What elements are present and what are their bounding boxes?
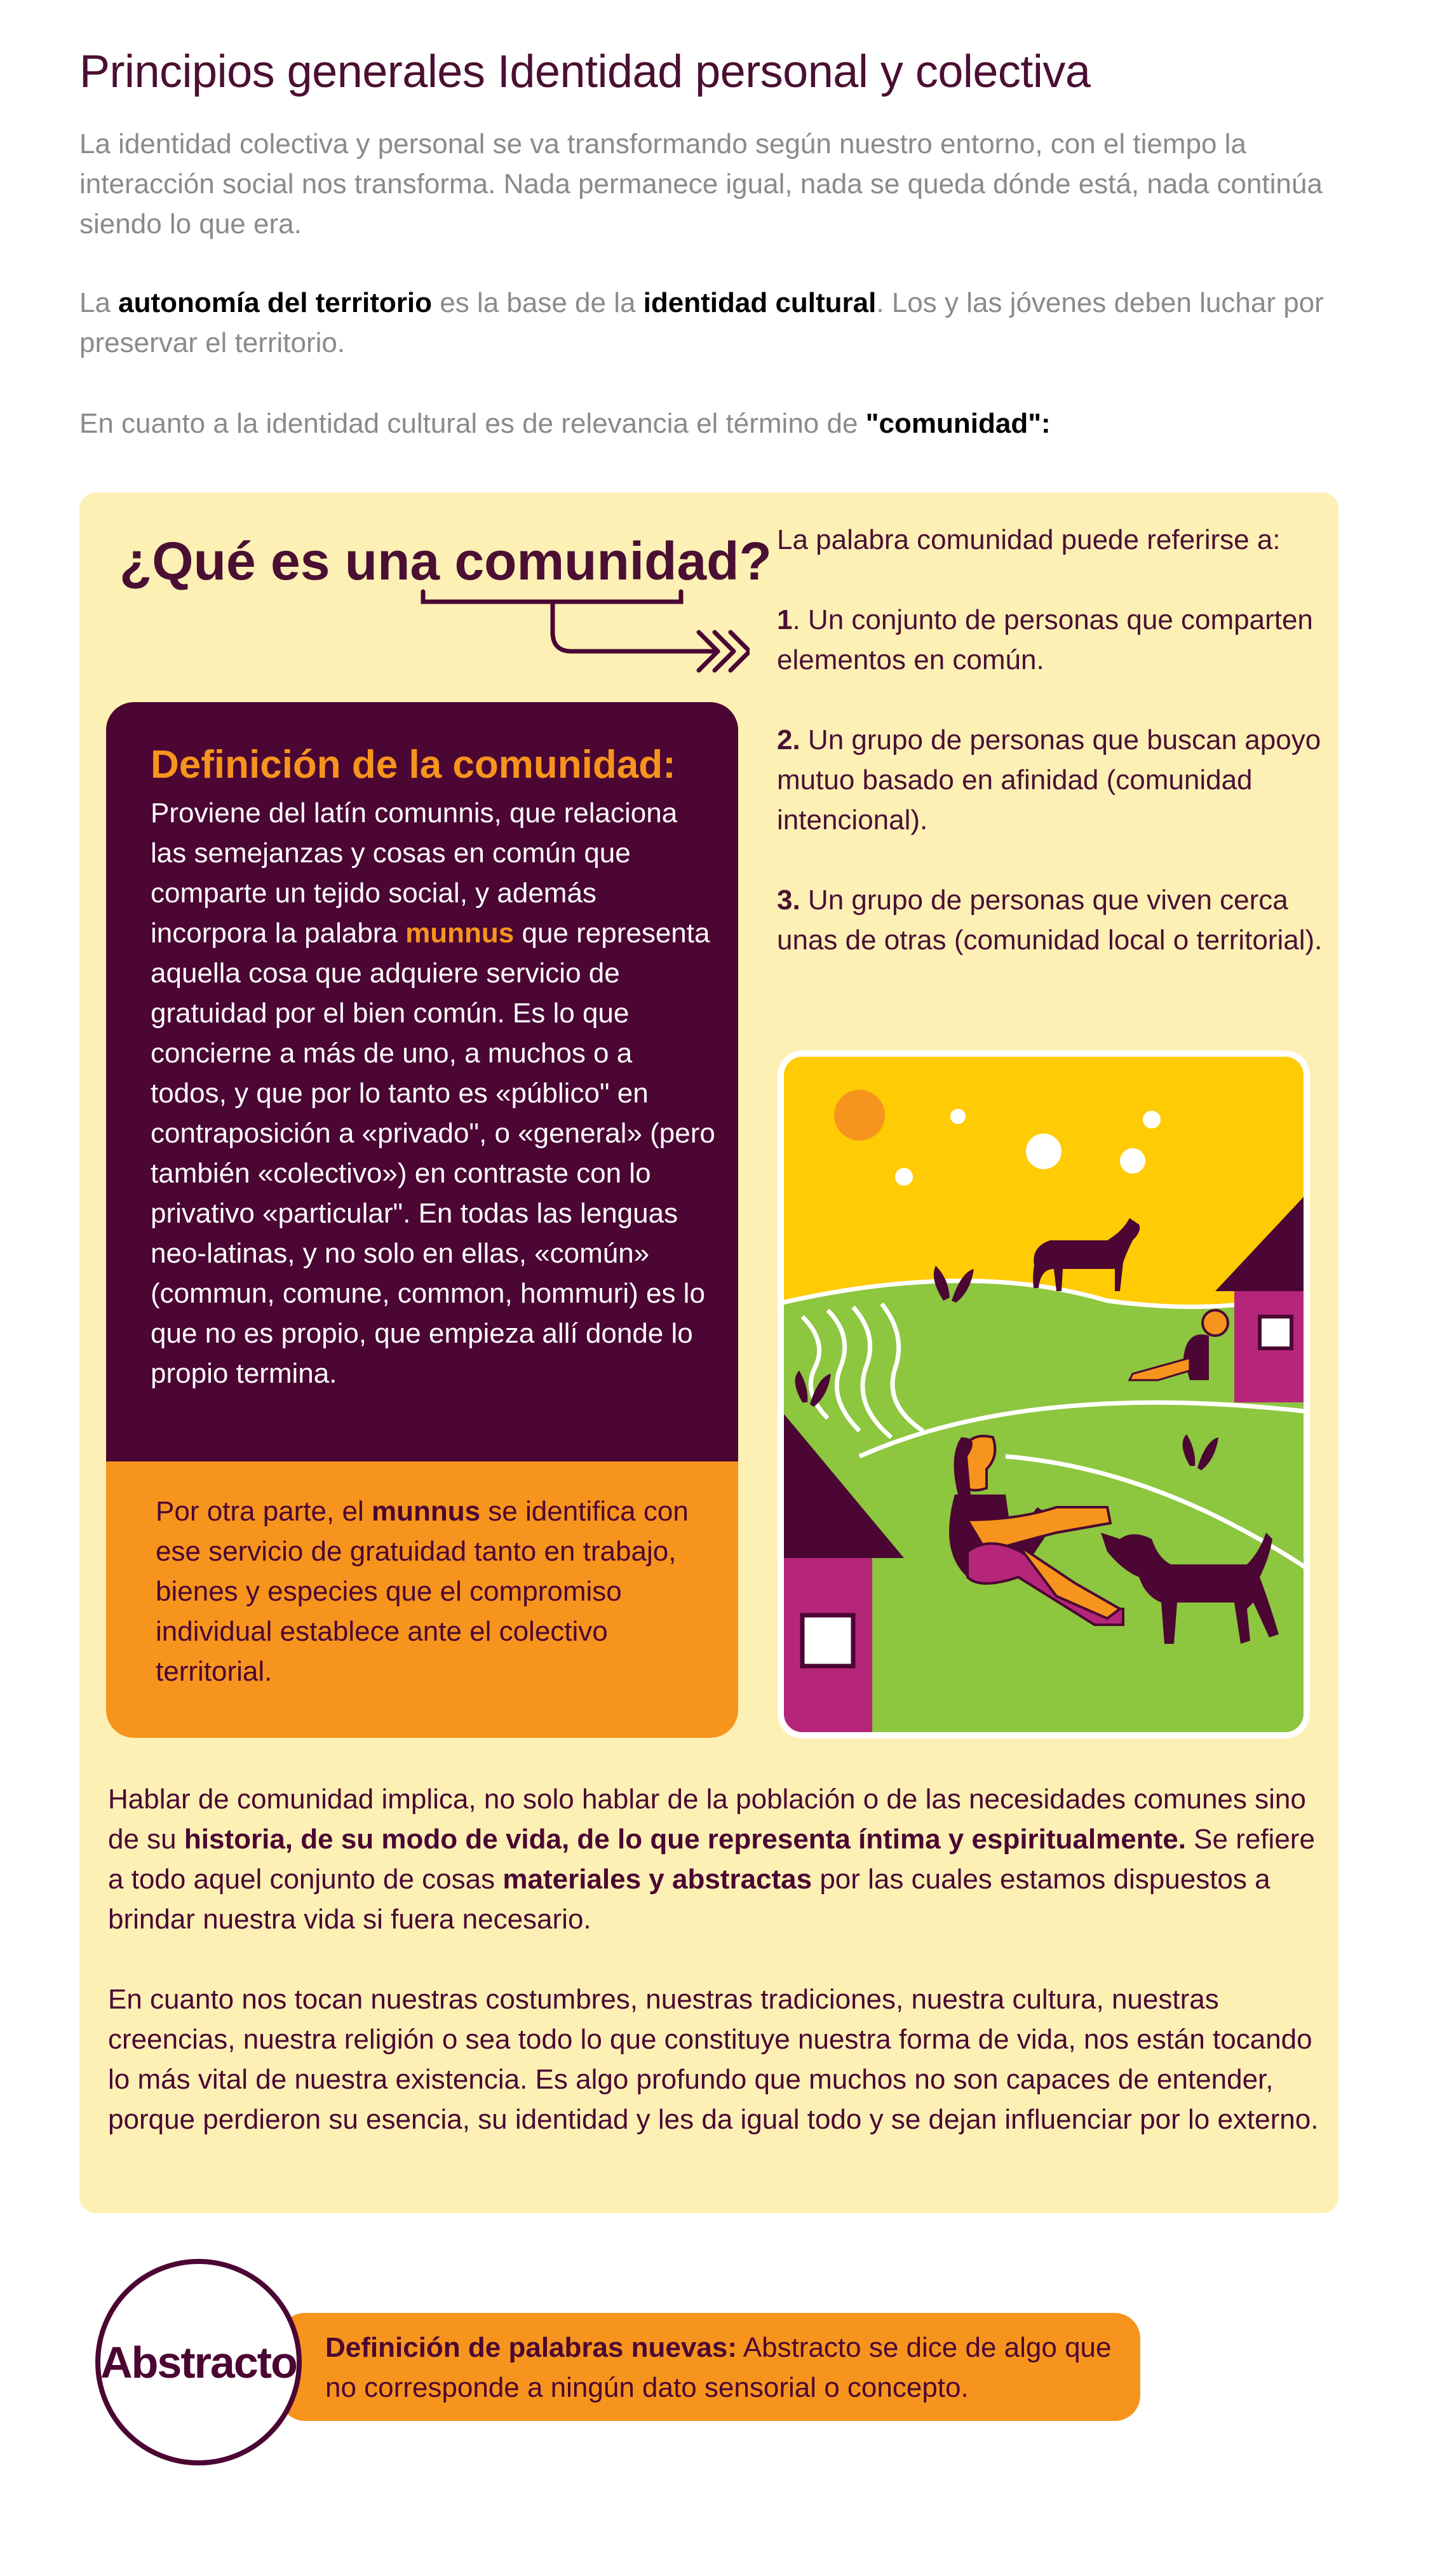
- list-number: 2.: [777, 724, 800, 756]
- body-bold: historia, de su modo de vida, de lo que representa íntima y espiritualmente.: [184, 1824, 1186, 1855]
- community-body-paragraph-1: [108, 1779, 1328, 1939]
- bracket-arrow-icon: [419, 588, 750, 677]
- definition-text: que representa aquella cosa que adquiere servicio de gratuidad por el bien común. Es lo que concierne a más de uno, a muchos o a todos, y que por lo tanto es «público" en contraposición a «privado", o «general» (pero también «colectivo») en contraste con lo privativo «particular". En todas las lenguas neo-latinas, y no solo en ellas, «común» (commun, comune, common, hommuri) es lo que no es propio, que empieza allí donde lo propio termina.: [151, 918, 715, 1389]
- intro-paragraph-3: [79, 403, 1337, 444]
- body-bold: materiales y abstractas: [502, 1864, 812, 1895]
- list-intro: La palabra comunidad puede referirse a:: [777, 524, 1281, 555]
- intro-bold-term: autonomía del territorio: [118, 287, 432, 318]
- list-number: 3.: [777, 884, 800, 916]
- list-number: 1: [777, 604, 793, 635]
- intro-bold-term: identidad cultural: [643, 287, 877, 318]
- definition-body: [151, 793, 716, 1393]
- definition-title: Definición de la comunidad:: [151, 743, 676, 787]
- body-text: Hablar de comunidad implica, no solo hablar de la población o de las necesidades comunes sino de su: [108, 1784, 1306, 1855]
- body-text: Se refiere a todo aquel conjunto de cosas: [108, 1824, 1315, 1895]
- list-text: Un grupo de personas que viven cerca unas de otras (comunidad local o territorial).: [777, 884, 1323, 956]
- sun-icon: [834, 1090, 885, 1141]
- intro-text: La: [79, 287, 119, 318]
- note-bold-term: munnus: [371, 1496, 481, 1527]
- note-text: se identifica con ese servicio de gratuidad tanto en trabajo, bienes y especies que el compromiso individual establece ante el colectivo territorial.: [156, 1496, 689, 1687]
- intro-text: . Los y las jóvenes deben luchar por preservar el territorio.: [79, 287, 1324, 358]
- intro-bold-term: "comunidad":: [865, 408, 1051, 439]
- question-keyword: comunidad?: [454, 531, 772, 591]
- intro-text: es la base de la: [432, 287, 644, 318]
- list-item: [777, 880, 1323, 960]
- list-text: . Un conjunto de personas que comparten elementos en común.: [777, 604, 1313, 675]
- community-question-heading: [119, 531, 772, 592]
- definition-note: [156, 1491, 715, 1691]
- community-body-paragraph-2: En cuanto nos tocan nuestras costumbres, nuestras tradiciones, nuestra cultura, nuestras creencias, nuestra religión o sea todo lo que constituye nuestra forma de vida, nos están tocando lo más vital de nuestra existencia. Es algo profundo que muchos no son capaces de entender, porque perdieron su esencia, su identidad y les da igual todo y se dejan influenciar por lo externo.: [108, 1984, 1319, 2135]
- glossary-definition: [325, 2328, 1113, 2408]
- glossary-text: Abstracto se dice de algo que no corresponde a ningún dato sensorial o concepto.: [325, 2332, 1112, 2403]
- list-item: [777, 720, 1323, 840]
- intro-text: En cuanto a la identidad cultural es de relevancia el término de: [79, 408, 866, 439]
- list-text: Un grupo de personas que buscan apoyo mutuo basado en afinidad (comunidad intencional).: [777, 724, 1321, 836]
- definition-highlight: munnus: [405, 918, 515, 949]
- list-item: [777, 600, 1323, 680]
- community-meanings-list: [777, 520, 1323, 1000]
- glossary-label: Definición de palabras nuevas:: [325, 2332, 737, 2363]
- intro-paragraph-1: La identidad colectiva y personal se va transformando según nuestro entorno, con el tiempo la interacción social nos transforma. Nada permanece igual, nada se queda dónde está, nada continúa siendo lo que era.: [79, 128, 1323, 240]
- definition-text: Proviene del latín comunnis, que relaciona las semejanzas y cosas en común que comparte un tejido social, y además incorpora la palabra: [151, 797, 678, 949]
- note-text: Por otra parte, el: [156, 1496, 372, 1527]
- page-title: Principios generales Identidad personal y colectiva: [79, 46, 1091, 97]
- question-text: ¿Qué es una: [119, 531, 455, 591]
- body-text: por las cuales estamos dispuestos a brindar nuestra vida si fuera necesario.: [108, 1864, 1271, 1935]
- intro-paragraph-2: [79, 283, 1337, 363]
- community-illustration: [777, 1050, 1311, 1739]
- glossary-word: Abstracto: [100, 2337, 297, 2387]
